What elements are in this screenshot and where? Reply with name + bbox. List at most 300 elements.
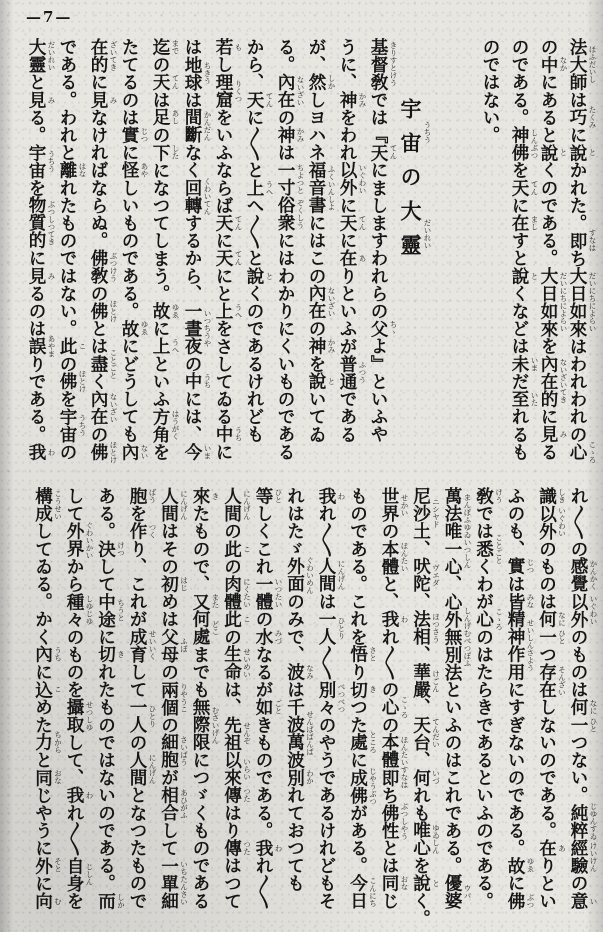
ruby-base: 外 <box>32 856 54 875</box>
text-run: は <box>567 90 588 109</box>
furigana: み <box>109 95 118 104</box>
ruby-base: 此 <box>221 539 243 558</box>
text-run: するから、 <box>182 214 203 303</box>
ruby-group <box>221 751 252 787</box>
ruby-base: 悟 <box>347 645 369 664</box>
furigana: かみ <box>358 92 367 108</box>
furigana: すなは <box>588 229 597 252</box>
ruby-group <box>95 592 126 628</box>
ruby-base: 怪 <box>119 161 140 179</box>
ruby-base: 來 <box>190 487 211 505</box>
text-run: には、 <box>182 390 203 443</box>
text-run: して <box>127 663 148 699</box>
ruby-group <box>536 610 567 628</box>
ruby-base: 說 <box>509 266 530 285</box>
furigana: も <box>234 43 243 51</box>
text-run: は <box>182 90 203 109</box>
text-run: に <box>32 874 54 892</box>
furigana: ないざい <box>109 392 118 423</box>
text-run: れ〳〵の <box>379 627 400 699</box>
text-run: しくこれ <box>253 504 274 576</box>
ruby-group <box>253 487 283 505</box>
ruby-group <box>568 802 598 841</box>
furigana: どこ <box>211 620 220 636</box>
text-run: にはこの <box>306 214 327 285</box>
text-run: をいふならば <box>213 108 234 215</box>
text-run: にあると <box>538 73 559 144</box>
ruby-base: 心 <box>379 698 400 716</box>
text-run: を <box>509 161 530 179</box>
furigana: だいれい <box>47 40 56 71</box>
text-run: なく <box>182 143 203 179</box>
text-run: 、 <box>410 592 432 611</box>
furigana: こ <box>242 544 252 553</box>
ruby-base: 即 <box>379 768 400 787</box>
text-run: の <box>221 627 243 646</box>
text-run: に〳〵と <box>244 108 265 179</box>
furigana: はじ <box>179 576 189 592</box>
furigana: こ <box>53 685 63 694</box>
furigana: にんげん <box>179 489 189 520</box>
furigana: ぞくしう <box>296 199 305 230</box>
text-run: の <box>150 55 171 74</box>
furigana: しんぶつ <box>530 128 539 159</box>
text-run: れたものではないのである。 <box>95 663 117 892</box>
furigana: なに <box>557 611 567 627</box>
furigana: いぐわい <box>358 163 367 194</box>
ruby-base: 我 <box>64 786 85 804</box>
text-run: ものである。これを <box>347 487 369 646</box>
furigana: ほとけ <box>78 369 87 393</box>
text-run: を <box>26 178 47 197</box>
ruby-base: 人間 <box>158 487 180 523</box>
text-run: の <box>182 354 203 373</box>
ruby-group <box>221 610 252 628</box>
ruby-base: 天 <box>337 214 358 232</box>
furigana: まし <box>530 215 539 231</box>
furigana: と <box>265 271 274 280</box>
ruby-base: 等 <box>253 487 274 505</box>
ruby-base: 天 <box>244 90 265 109</box>
ruby-base: 中 <box>538 55 559 74</box>
text-run: なるが <box>253 645 274 699</box>
text-run: では <box>473 504 495 540</box>
ruby-base: 在 <box>337 249 358 267</box>
text-run: にはわかりにくいものである <box>275 231 296 461</box>
text-run: に <box>32 663 54 681</box>
text-run: は <box>275 143 296 162</box>
ruby-base: 實 <box>119 126 140 144</box>
ruby-base: 種々 <box>64 592 85 628</box>
text-run: の <box>221 557 243 576</box>
furigana: じしん <box>85 863 94 886</box>
ruby-base: 然 <box>306 73 327 91</box>
text-run: にすぎないのである。 <box>505 680 526 857</box>
ruby-group <box>221 715 252 752</box>
ruby-base: 佛 <box>505 891 526 910</box>
text-column <box>127 487 157 910</box>
furigana: けう <box>494 488 504 504</box>
text-run: に <box>88 73 109 91</box>
furigana: さと <box>368 646 378 662</box>
furigana: しんげむべつぽふ <box>463 606 472 667</box>
furigana: けつ <box>116 541 126 557</box>
text-run: に <box>26 249 47 267</box>
ruby-group <box>32 891 63 910</box>
text-run: り <box>347 663 369 681</box>
furigana: うち <box>234 426 243 442</box>
ruby-base: 內在 <box>275 73 296 109</box>
text-run: しないのである。 <box>536 698 558 840</box>
furigana: せんぱばんぱ <box>305 710 315 756</box>
ruby-group <box>158 487 189 523</box>
ruby-base: 人間 <box>127 751 148 787</box>
furigana: かみ <box>327 338 336 354</box>
furigana: と <box>530 271 539 280</box>
text-run: しヨハネ <box>306 90 327 162</box>
text-column <box>347 487 378 910</box>
furigana: りくつ <box>234 79 243 103</box>
text-run: 、 <box>410 751 432 769</box>
text-run: になつてしまう。 <box>150 161 171 303</box>
ruby-base: 華嚴 <box>410 663 432 699</box>
furigana: わ <box>85 791 94 799</box>
text-run: を <box>410 856 432 875</box>
text-run: の <box>398 166 423 200</box>
ruby-base: 內 <box>119 442 140 461</box>
ruby-base: 我 <box>26 442 47 461</box>
ruby-group <box>505 557 535 576</box>
text-column <box>64 487 94 910</box>
ruby-base: 基督敎 <box>368 38 389 91</box>
text-run: はその <box>158 522 180 576</box>
text-run: し <box>213 55 234 74</box>
furigana: ぐわいめん <box>305 556 315 594</box>
text-run: の <box>568 874 589 892</box>
ruby-base: 此 <box>57 337 78 355</box>
text-run: と <box>26 73 47 91</box>
text-run: はわれわれの <box>567 337 588 443</box>
furigana: む <box>53 896 63 905</box>
ruby-base: 皆 <box>505 592 526 611</box>
ruby-group <box>410 663 441 699</box>
ruby-base: 心外無別法 <box>442 592 463 681</box>
ruby-base: 見 <box>88 90 109 109</box>
furigana: い <box>589 896 598 905</box>
furigana: ちうと <box>116 598 126 622</box>
furigana: つく <box>148 523 157 539</box>
ruby-group <box>221 786 252 804</box>
ruby-base: 我 <box>379 610 400 628</box>
furigana: ふつう <box>358 361 367 384</box>
ruby-group <box>221 839 252 857</box>
ruby-group <box>221 487 252 523</box>
ruby-base: 作 <box>127 522 148 540</box>
text-run: にましますわれらの <box>368 161 389 320</box>
text-run: るのは <box>26 284 47 338</box>
text-run: る。 <box>26 108 47 144</box>
text-run: に <box>213 231 234 250</box>
ruby-group <box>410 557 441 593</box>
furigana: ばう <box>148 488 157 504</box>
ruby-group <box>410 715 441 752</box>
furigana: うちう <box>47 149 56 173</box>
furigana: てん <box>530 180 539 196</box>
ruby-base: 尼沙土 <box>410 487 432 540</box>
ruby-base: 在的 <box>88 38 109 74</box>
ruby-base: 一 <box>536 627 558 646</box>
ruby-group <box>410 768 441 787</box>
text-run: は、 <box>221 680 243 716</box>
furigana: ほとけ <box>109 440 118 463</box>
ruby-base: 見 <box>26 90 47 109</box>
furigana: なか <box>559 56 568 72</box>
ruby-base: 人間 <box>316 557 337 593</box>
ruby-base: 盡 <box>88 354 109 373</box>
furigana: わ <box>47 447 56 456</box>
text-run: の <box>57 442 78 461</box>
furigana: ゆゑ <box>171 303 180 319</box>
ruby-base: 上 <box>244 178 265 197</box>
furigana: しき <box>557 488 567 504</box>
furigana: いま <box>530 356 539 372</box>
text-run: る <box>538 442 559 461</box>
furigana: つた <box>242 840 252 856</box>
furigana: ほつさう <box>431 612 441 643</box>
furigana: あ <box>358 254 367 262</box>
furigana: せいいく <box>148 630 157 661</box>
furigana: にんげん <box>337 560 346 591</box>
furigana: だいにちによらい <box>559 272 568 333</box>
ruby-base: 傳 <box>221 839 243 857</box>
ruby-group <box>410 487 441 540</box>
ruby-base: 內 <box>32 645 54 664</box>
ruby-base: 佛性 <box>379 803 400 840</box>
text-column <box>284 487 315 892</box>
text-run: れ〳〵の <box>568 487 589 558</box>
furigana: にんげん <box>242 489 252 520</box>
furigana: ことごと <box>109 348 118 379</box>
furigana: いま <box>203 444 212 460</box>
ruby-base: 法大師 <box>567 38 588 91</box>
ruby-base: 決 <box>95 539 117 558</box>
furigana: ざいてき <box>109 40 118 71</box>
ruby-base: 同 <box>379 874 400 892</box>
ruby-base: 說 <box>306 372 327 391</box>
text-run: といふのはこれである。 <box>442 680 463 875</box>
ruby-group <box>316 610 346 646</box>
text-run: の <box>88 284 109 303</box>
ruby-base: 父母 <box>158 627 180 664</box>
ruby-base: 俗衆 <box>275 196 296 232</box>
furigana: いぐわい <box>557 507 567 538</box>
ruby-base: 在 <box>536 839 558 857</box>
ruby-group <box>442 592 472 681</box>
ruby-base: 宇宙 <box>26 143 47 179</box>
ruby-base: 天 <box>150 73 171 91</box>
text-run: り、これが <box>127 539 148 628</box>
furigana: くわいてん <box>203 177 212 216</box>
ruby-base: 中 <box>182 372 203 391</box>
ruby-base: 至 <box>509 390 530 408</box>
ruby-base: 理窟 <box>213 73 234 109</box>
ruby-base: 在 <box>509 214 530 232</box>
text-run: がある。 <box>347 803 369 875</box>
ruby-base: 大靈 <box>26 38 47 74</box>
ruby-base: 敎 <box>473 487 495 505</box>
text-run: くわが <box>473 557 495 611</box>
ruby-base: 故 <box>505 856 526 875</box>
text-run: の <box>150 126 171 144</box>
text-run: うに、 <box>337 38 358 91</box>
text-run: めた <box>32 698 54 734</box>
furigana: ひと <box>557 629 567 645</box>
furigana: あし <box>171 109 180 125</box>
ruby-group <box>221 645 252 681</box>
ruby-base: 傳 <box>221 786 243 804</box>
ruby-group <box>64 521 94 559</box>
furigana: しか <box>116 893 126 909</box>
furigana: ごと <box>274 699 283 715</box>
text-run: くのである。 <box>538 161 559 267</box>
text-run: のである。 <box>509 38 530 126</box>
ruby-base: 心 <box>567 442 588 461</box>
ruby-group <box>347 645 378 664</box>
ruby-base: 若 <box>213 38 234 56</box>
text-run: めは <box>158 592 180 628</box>
furigana: うへ <box>234 303 243 319</box>
ruby-group <box>379 695 409 719</box>
ruby-base: 父 <box>368 319 389 338</box>
text-run: ある。 <box>95 487 117 540</box>
ruby-base: 天 <box>509 178 530 197</box>
furigana: せかい <box>400 493 409 516</box>
furigana: ニシヤド <box>431 498 441 529</box>
ruby-base: 一晝夜 <box>182 302 203 355</box>
ruby-group <box>32 768 63 787</box>
ruby-base: 一 <box>568 715 589 734</box>
furigana: いづ <box>431 769 441 785</box>
text-column <box>379 487 409 910</box>
furigana: けごん <box>431 669 441 692</box>
ruby-group <box>253 839 283 857</box>
text-run: は <box>182 38 203 56</box>
furigana: いた <box>530 391 539 407</box>
furigana: きりすとけう <box>389 41 398 87</box>
ruby-group <box>316 680 346 716</box>
ruby-base: 萬法唯一心 <box>442 487 463 575</box>
ruby-base: 心 <box>473 610 495 628</box>
text-run: しいものである。 <box>119 178 140 320</box>
text-run: に <box>337 231 358 250</box>
text-run: が、 <box>306 38 327 74</box>
ruby-group <box>127 522 157 540</box>
text-column <box>221 487 252 910</box>
ruby-base: 物質的 <box>26 196 47 250</box>
text-run: れるも <box>509 407 530 461</box>
text-run: る。 <box>275 38 296 74</box>
ruby-base: 天台 <box>410 715 432 752</box>
furigana: ほんたい <box>400 736 409 767</box>
furigana: いぐわい <box>589 595 598 626</box>
text-column <box>95 487 126 910</box>
ruby-base: 自身 <box>64 856 85 892</box>
ruby-group <box>32 856 63 875</box>
furigana: はうがく <box>171 410 180 441</box>
furigana: うち <box>53 646 63 662</box>
ruby-base: 同 <box>32 768 54 787</box>
ruby-base: 佛 <box>57 372 78 391</box>
furigana: むさいげん <box>211 705 220 744</box>
furigana: いつちうや <box>203 309 212 348</box>
furigana: こうせい <box>53 489 63 520</box>
text-run: すと <box>509 231 530 267</box>
furigana: み <box>47 95 56 104</box>
ruby-base: 說 <box>244 266 265 285</box>
furigana: ない <box>140 444 149 460</box>
furigana: わ <box>400 615 409 623</box>
furigana: あひがふ <box>179 788 189 819</box>
ruby-group <box>190 592 220 611</box>
text-run: をわれ <box>337 108 358 162</box>
furigana: だいにちによらい <box>588 272 597 333</box>
furigana: ところ <box>368 730 378 754</box>
ruby-base: 中 <box>213 425 234 443</box>
furigana: ぐわいかい <box>85 521 94 559</box>
text-run: を <box>127 504 148 523</box>
ruby-base: 見 <box>26 266 47 285</box>
furigana: そんざい <box>557 665 567 696</box>
furigana: ちゝ <box>389 320 398 336</box>
text-column <box>190 487 220 910</box>
ruby-group <box>505 856 535 875</box>
ruby-base: 內在的 <box>538 354 559 408</box>
text-column <box>505 487 535 910</box>
furigana: こゝろ <box>588 440 597 463</box>
ruby-base: 意 <box>568 891 589 910</box>
furigana: せいしんさよう <box>526 619 535 672</box>
ruby-base: 神 <box>337 90 358 109</box>
ruby-base: 故 <box>150 302 171 320</box>
ruby-base: 說 <box>410 874 432 892</box>
ruby-base: 如 <box>253 698 274 716</box>
text-run: といふ <box>150 354 171 408</box>
text-run: く。 <box>410 891 432 928</box>
furigana: かんかく <box>589 560 598 590</box>
furigana: こ <box>78 342 87 350</box>
ruby-base: 大日如來 <box>538 266 559 338</box>
ruby-group <box>284 698 315 769</box>
ruby-base: 離 <box>57 161 78 179</box>
text-run: して <box>95 557 117 593</box>
ruby-base: 又 <box>190 592 211 611</box>
text-run: から <box>64 557 85 593</box>
ruby-base: 內在 <box>88 390 109 426</box>
text-run: 、 <box>410 698 432 716</box>
furigana: ことごと <box>494 533 504 564</box>
text-run: に <box>509 196 530 215</box>
furigana: いちたんさい <box>179 860 189 906</box>
text-column <box>473 487 504 910</box>
ruby-base: 構成 <box>32 487 54 523</box>
ruby-group <box>473 533 504 564</box>
furigana: ゆゐしん <box>431 824 441 855</box>
text-run: つ <box>536 645 558 664</box>
ruby-group <box>442 874 472 910</box>
ruby-base: 佛 <box>88 302 109 320</box>
furigana: かんだん <box>203 111 212 142</box>
furigana: した <box>171 144 180 160</box>
